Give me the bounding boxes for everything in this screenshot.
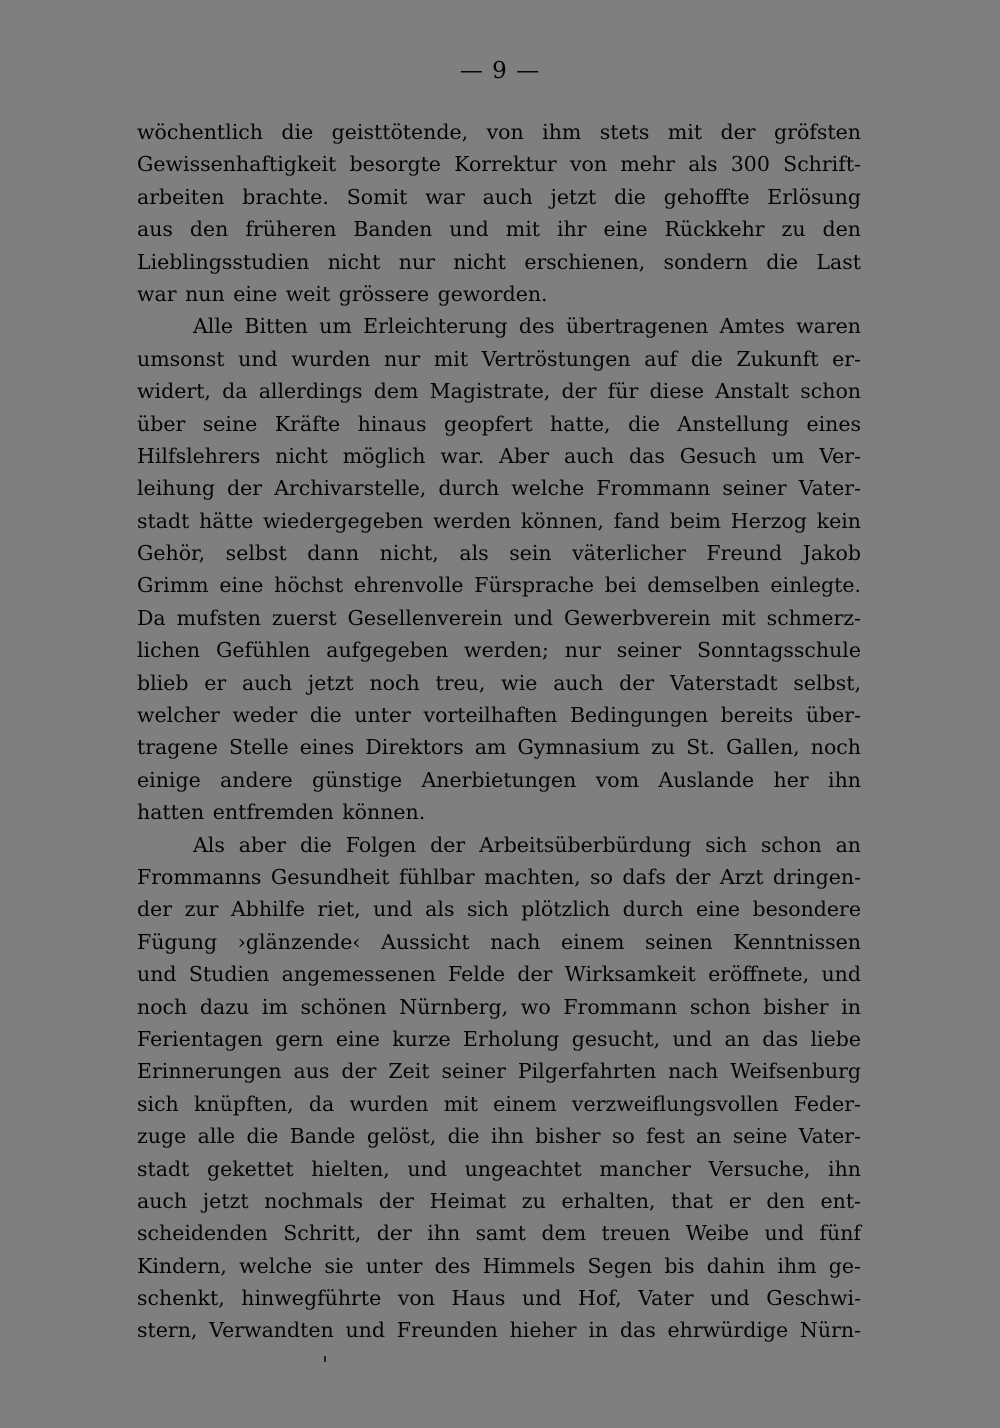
text-line: Gehör, selbst dann nicht, als sein väterlicher Freund Jakob [137,541,861,566]
text-line: widert, da allerdings dem Magistrate, der für diese Anstalt schon [137,379,861,404]
text-line: leihung der Archivarstelle, durch welche Frommann seiner Vater- [137,476,861,501]
text-line: Ferientagen gern eine kurze Erholung gesucht, und an das liebe [137,1026,861,1051]
text-line: wöchentlich die geisttötende, von ihm stets mit der gröfsten [137,120,861,144]
text-line: Fügung ›glänzende‹ Aussicht nach einem seinen Kenntnissen [137,929,861,954]
text-line: hatten entfremden können. [137,800,426,825]
text-line: blieb er auch jetzt noch treu, wie auch der Vaterstadt selbst, [137,670,861,695]
body-text [137,116,861,1347]
text-line: tragene Stelle eines Direktors am Gymnasium zu St. Gallen, noch [137,735,861,760]
text-line: Als aber die Folgen der Arbeitsüberbürdung sich schon an [193,832,861,857]
print-speck [324,1356,326,1362]
text-line: zuge alle die Bande gelöst, die ihn bisher so fest an seine Vater- [137,1124,861,1149]
text-line: auch jetzt nochmals der Heimat zu erhalten, that er den ent- [137,1188,861,1213]
text-line: umsonst und wurden nur mit Vertröstungen auf die Zukunft er- [137,346,861,371]
text-line: Hilfslehrers nicht möglich war. Aber auch das Gesuch um Ver- [137,443,861,468]
text-line: aus den früheren Banden und mit ihr eine Rückkehr zu den [137,217,861,242]
page-number: — 9 — [459,58,541,84]
text-line: sich knüpften, da wurden mit einem verzweiflungsvollen Feder- [137,1091,861,1116]
text-line: Alle Bitten um Erleichterung des übertragenen Amtes waren [193,314,861,339]
text-line: scheidenden Schritt, der ihn samt dem treuen Weibe und fünf [137,1221,861,1246]
text-line: einige andere günstige Anerbietungen vom Auslande her ihn [137,767,861,792]
text-line: noch dazu im schönen Nürnberg, wo Frommann schon bisher in [137,994,861,1019]
text-line: Lieblingsstudien nicht nur nicht erschienen, sondern die Last [137,249,861,274]
text-line: stern, Verwandten und Freunden hieher in das ehrwürdige Nürn- [137,1318,861,1343]
text-line: Kindern, welche sie unter des Himmels Segen bis dahin ihm ge- [137,1253,861,1278]
text-line: stadt gekettet hielten, und ungeachtet mancher Versuche, ihn [137,1156,861,1181]
text-line: Grimm eine höchst ehrenvolle Fürsprache bei demselben einlegte. [137,573,861,598]
text-line: arbeiten brachte. Somit war auch jetzt die gehoffte Erlösung [137,184,861,209]
text-line: der zur Abhilfe riet, und als sich plötzlich durch eine besondere [137,897,861,922]
text-line: war nun eine weit grössere geworden. [137,281,548,306]
text-line: lichen Gefühlen aufgegeben werden; nur seiner Sonntagsschule [137,638,861,663]
text-line: Erinnerungen aus der Zeit seiner Pilgerfahrten nach Weifsenburg [137,1059,861,1084]
text-line: schenkt, hinwegführte von Haus und Hof, Vater und Geschwi- [137,1286,861,1311]
text-line: Frommanns Gesundheit fühlbar machten, so dafs der Arzt dringen- [137,864,861,889]
text-line: Da mufsten zuerst Gesellenverein und Gewerbverein mit schmerz- [137,605,861,630]
text-line: über seine Kräfte hinaus geopfert hatte, die Anstellung eines [137,411,861,436]
text-line: und Studien angemessenen Felde der Wirksamkeit eröffnete, und [137,962,861,987]
text-line: welcher weder die unter vorteilhaften Bedingungen bereits über- [137,703,861,728]
text-line: Gewissenhaftigkeit besorgte Korrektur von mehr als 300 Schrift- [137,152,861,177]
text-line: stadt hätte wiedergegeben werden können, fand beim Herzog kein [137,508,861,533]
